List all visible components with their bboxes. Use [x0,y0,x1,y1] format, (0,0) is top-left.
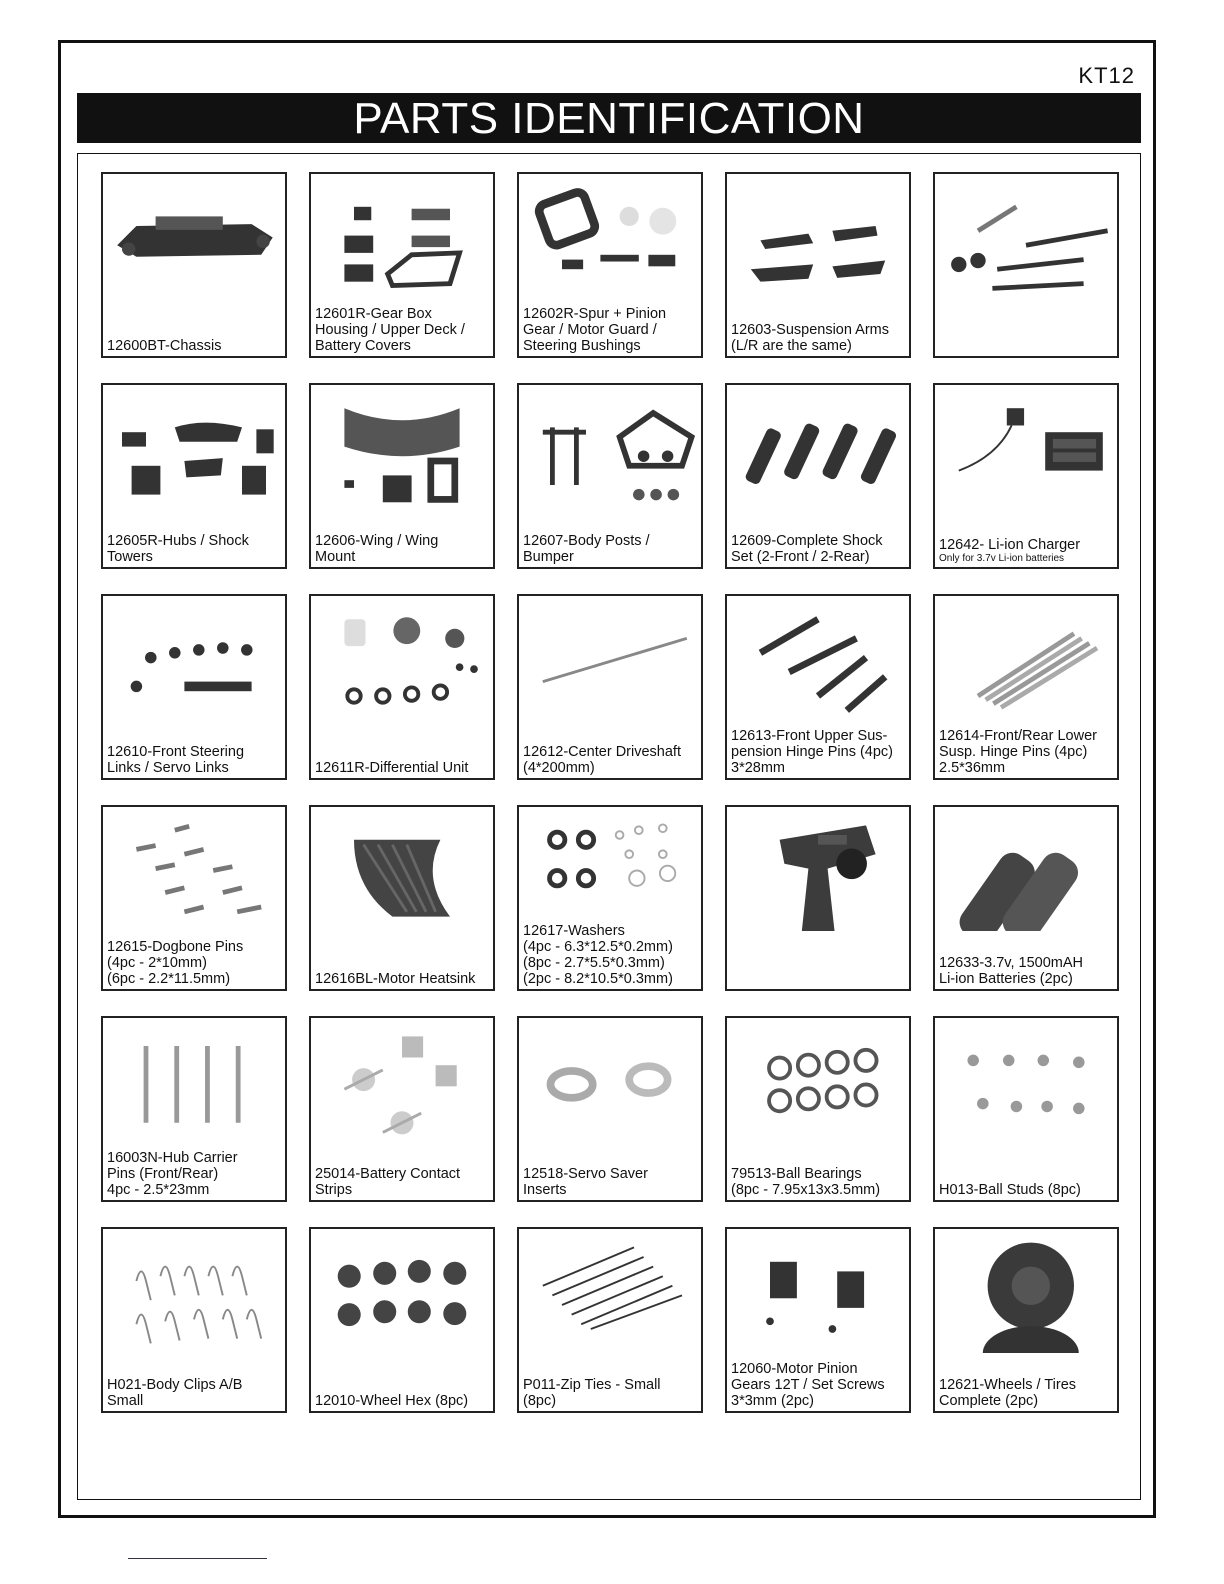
part-label [107,1150,281,1198]
wing-icon [315,389,489,509]
bumper-icon [523,389,697,509]
part-name: 12600BT-Chassis [107,338,222,354]
part-cell [101,1227,287,1413]
part-label [315,971,489,987]
part-label [315,760,489,776]
part-label [315,306,489,354]
body-clips-icon [107,1233,281,1353]
lower-pins-icon [939,600,1113,720]
part-name: 12617-Washers (4pc - 6.3*12.5*0.2mm) (8pc - 2.7*5.5*0.3mm) (2pc - 8.2*10.5*0.3mm) [523,923,673,987]
part-cell [933,1227,1119,1413]
wheels-icon [939,1233,1113,1353]
part-name: 16003N-Hub Carrier Pins (Front/Rear) 4pc - 2.5*23mm [107,1150,238,1198]
zip-ties-icon [523,1233,697,1353]
suspension-arms-icon [731,178,905,298]
part-name: 12607-Body Posts / Bumper [523,533,650,565]
batteries-icon [939,811,1113,931]
part-label [523,533,697,565]
part-label [731,533,905,565]
part-cell [933,594,1119,780]
charger-icon [939,389,1113,509]
part-cell [933,172,1119,358]
links-icon [107,600,281,720]
washers-icon [523,811,697,931]
ball-studs-icon [939,1022,1113,1142]
part-name: 12615-Dogbone Pins (4pc - 2*10mm) (6pc - 2.2*11.5mm) [107,939,244,987]
part-name: 12610-Front Steering Links / Servo Links [107,744,245,776]
part-cell [933,805,1119,991]
part-name: 12606-Wing / Wing Mount [315,533,439,565]
part-cell [309,383,495,569]
part-label [731,322,905,354]
model-code: KT12 [1078,63,1135,88]
part-name: 12633-3.7v, 1500mAH Li-ion Batteries (2pc) [939,955,1084,987]
part-name: 12010-Wheel Hex (8pc) [315,1393,469,1409]
part-cell [517,383,703,569]
battery-contacts-icon [315,1022,489,1142]
part-name: 12060-Motor Pinion Gears 12T / Set Screws 3*3mm (2pc) [731,1361,885,1409]
part-cell [101,383,287,569]
part-cell [309,172,495,358]
part-cell [101,172,287,358]
footer-rule [128,1558,267,1559]
hubs-icon [107,389,281,509]
part-name: 12614-Front/Rear Lower Susp. Hinge Pins (4pc) 2.5*36mm [939,728,1097,776]
part-label [107,744,281,776]
part-label [523,744,697,776]
part-name: 12602R-Spur + Pinion Gear / Motor Guard / Steering Bushings [523,306,667,354]
part-cell [517,1016,703,1202]
part-name: 12621-Wheels / Tires Complete (2pc) [939,1377,1077,1409]
part-cell [101,1016,287,1202]
part-label [939,1377,1113,1409]
heatsink-icon [315,811,489,931]
part-cell [309,1016,495,1202]
part-label [523,923,697,987]
part-cell [101,594,287,780]
part-cell [517,1227,703,1413]
part-label [731,1361,905,1409]
part-name: 12616BL-Motor Heatsink [315,971,476,987]
ball-bearings-icon [731,1022,905,1142]
part-label [939,537,1113,565]
part-cell [725,1227,911,1413]
part-name: 12601R-Gear Box Housing / Upper Deck / Battery Covers [315,306,465,354]
part-cell [309,1227,495,1413]
parts-grid [101,172,1119,1413]
part-label [939,1182,1113,1198]
part-cell [101,805,287,991]
part-cell [517,594,703,780]
part-cell [309,594,495,780]
part-name: 12518-Servo Saver Inserts [523,1166,648,1198]
part-label [315,1166,489,1198]
part-label [939,728,1113,776]
part-label [523,1166,697,1198]
part-cell [517,805,703,991]
part-name: 12612-Center Driveshaft (4*200mm) [523,744,681,776]
pinion-gears-icon [731,1233,905,1353]
part-cell [725,1016,911,1202]
part-name: 12603-Suspension Arms (L/R are the same) [731,322,889,354]
part-name: 25014-Battery Contact Strips [315,1166,461,1198]
part-name: 12609-Complete Shock Set (2-Front / 2-Rear) [731,533,883,565]
page-title: PARTS IDENTIFICATION [77,93,1141,143]
part-name: 12642- Li-ion Charger [939,537,1081,553]
part-cell [933,1016,1119,1202]
part-name: 12611R-Differential Unit [315,760,469,776]
part-name: H013-Ball Studs (8pc) [939,1182,1081,1198]
part-cell [309,805,495,991]
part-label [107,338,281,354]
part-name: 12605R-Hubs / Shock Towers [107,533,249,565]
dogbone-pins-icon [107,811,281,931]
part-cell [517,172,703,358]
transmitter-icon [731,811,905,931]
driveshaft-icon [523,600,697,720]
part-cell [725,594,911,780]
part-name: P011-Zip Ties - Small (8pc) [523,1377,661,1409]
part-cell [933,383,1119,569]
part-label [523,306,697,354]
part-label [107,1377,281,1409]
gearbox-icon [315,178,489,298]
differential-icon [315,600,489,720]
part-note: Only for 3.7v Li-ion batteries [939,553,1065,564]
part-name: 79513-Ball Bearings (8pc - 7.95x13x3.5mm) [731,1166,881,1198]
part-name: 12613-Front Upper Sus- pension Hinge Pins (4pc) 3*28mm [731,728,894,776]
part-label [315,1393,489,1409]
part-cell [725,383,911,569]
part-label [939,955,1113,987]
part-label [107,533,281,565]
part-label [731,728,905,776]
part-label [523,1377,697,1409]
hinge-pins-icon [731,600,905,720]
part-label [107,939,281,987]
parts-panel [77,153,1141,1500]
spur-gear-icon [523,178,697,298]
servo-saver-icon [523,1022,697,1142]
part-cell [725,172,911,358]
part-cell [725,805,911,991]
chassis-icon [107,178,281,298]
shocks-icon [731,389,905,509]
hub-carrier-pins-icon [107,1022,281,1142]
wheel-hex-icon [315,1233,489,1353]
page-frame [58,40,1156,1518]
part-name: H021-Body Clips A/B Small [107,1377,243,1409]
part-label [731,1166,905,1198]
driveshafts-icon [939,178,1113,298]
part-label [315,533,489,565]
